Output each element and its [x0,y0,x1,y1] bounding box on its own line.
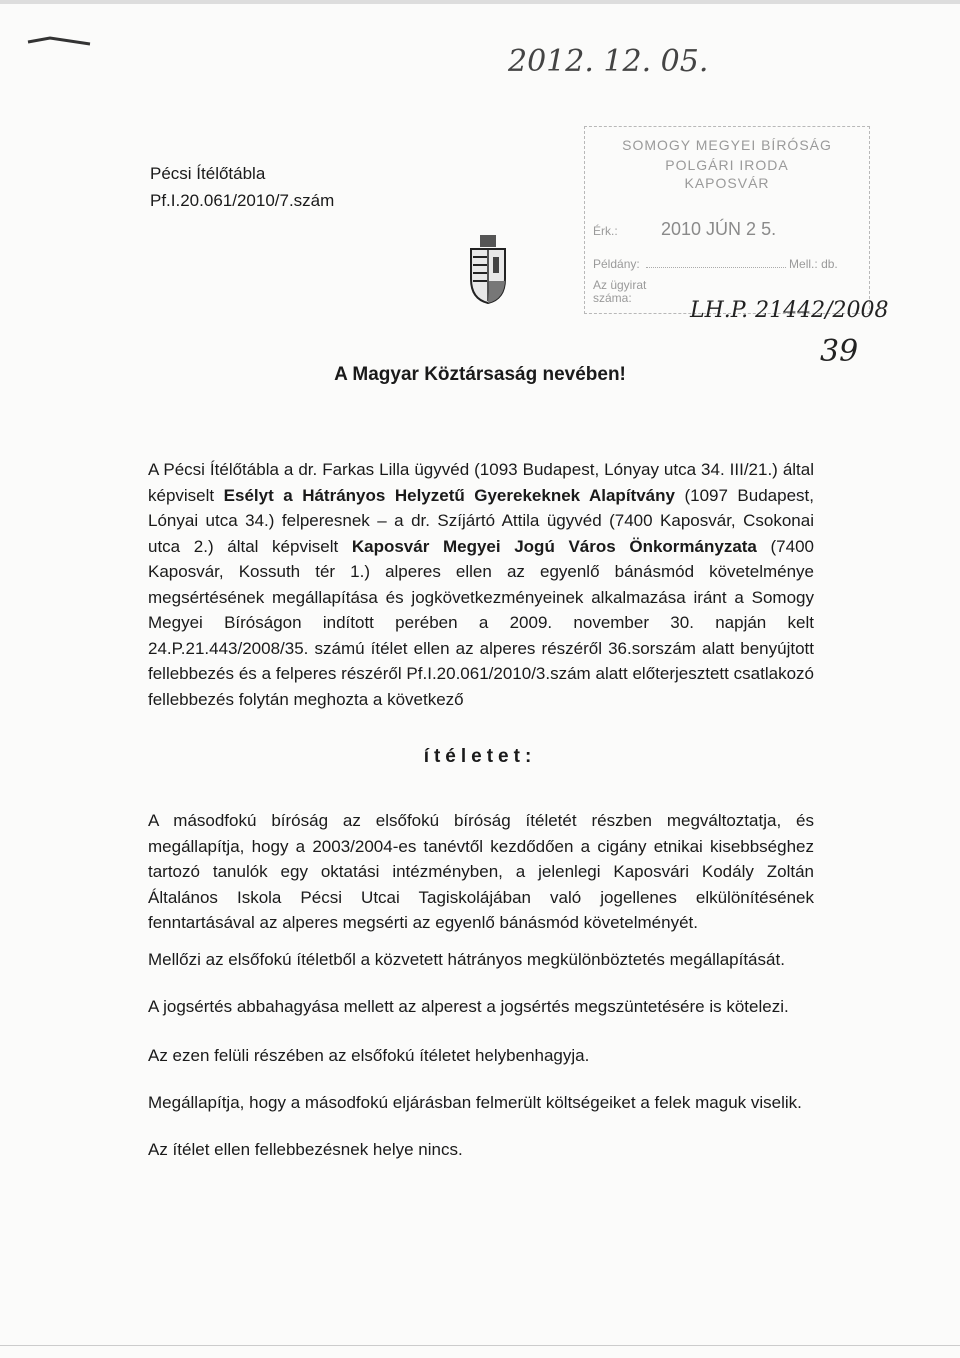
handwritten-page-number: 39 [820,334,859,369]
ruling-paragraph-6: Az ítélet ellen fellebbezésnek helye nincs. [148,1140,463,1159]
ruling-paragraph-2: Mellőzi az elsőfokú ítéletből a közvetett hátrányos megkülönböztetés megállapítását. [148,950,785,969]
stamp-case-label: Az ügyirat száma: [593,278,647,305]
case-number: Pf.I.20.061/2010/7.szám [150,191,335,210]
received-stamp [584,126,870,314]
stamp-copies-label: Példány: [593,257,640,271]
verdict-heading: ítéletet: [423,746,537,767]
document-title: A Magyar Köztársaság nevében! [334,364,626,385]
scan-edge-bottom [0,1345,960,1346]
defendant-name: Kaposvár Megyei Jogú Város Önkormányzata [351,536,757,556]
scan-mark [20,20,100,60]
introductory-paragraph [148,457,814,712]
ruling-paragraph-4: Az ezen felüli részében az elsőfokú ítéletet helybenhagyja. [148,1046,590,1065]
stamp-line-2: POLGÁRI IRODA [665,157,789,173]
stamp-received-date: 2010 JÚN 2 5. [661,219,777,239]
ruling-paragraph-1: A másodfokú bíróság az elsőfokú bíróság ítéletét részben megváltoztatja, és megállapítja, hogy a 2003/2004-es tanévtől kezdődően a cigány etnikai kisebbséghez tartozó tanulók egy oktatási intézményben, a jelenlegi Kaposvári Kodály Zoltán Általános Iskola Pécsi Utcai Tagiskolájában való jogellenes elkülönítésének fenntartásával az alperes megsérti az egyenlő bánásmód követelményét. [148,811,814,932]
stamp-received-row [593,219,776,240]
stamp-line-1: SOMOGY MEGYEI BÍRÓSÁG [622,137,832,153]
stamp-received-label: Érk.: [593,224,618,238]
ruling-paragraph-3: A jogsértés abbahagyása mellett az alperest a jogsértés megszüntetésére is kötelezi. [148,997,789,1016]
plaintiff-name: Esélyt a Hátrányos Helyzetű Gyerekeknek Alapítvány [223,485,675,505]
court-name: Pécsi Ítélőtábla [150,164,266,183]
stamp-copies-row [593,257,838,271]
court-header [150,160,334,214]
stamp-attach-unit: db. [821,257,838,271]
stamp-line-3: KAPOSVÁR [684,175,770,191]
intro-text-1: A Pécsi Ítélőtábla a dr. Farkas Lilla ügyvéd (1093 Budapest, Lónyay utca 34. III/21.) által képviselt [148,460,814,505]
handwritten-date: 2012. 12. 05. [508,44,709,79]
handwritten-case-ref: LH.P. 21442/2008 [690,298,889,323]
ruling-paragraph-5: Megállapítja, hogy a másodfokú eljárásban felmerült költségeiket a felek maguk viselik. [148,1093,802,1112]
intro-text-3: (7400 Kaposvár, Kossuth tér 1.) alperes ellen az egyenlő bánásmód követelménye megsértésének megállapítása és jogkövetkezményeinek alkalmazása iránt a Somogy Megyei Bíróságon indított perében a 2009. november 30. napján kelt 24.P.21.443/2008/35. számú ítélet ellen az alperes részéről 36.sorszám alatt benyújtott fellebbezés és a felperes részéről Pf.I.20.061/2010/3.szám alatt előterjesztett csatlakozó fellebbezés folytán meghozta a következő [148,536,815,709]
scan-edge-top [0,0,960,4]
intro-text-2: (1097 Budapest, Lónyai utca 34.) felperesnek – a dr. Szíjártó Attila ügyvéd (7400 Kaposvár, Csokonai utca 2.) által képviselt [148,485,814,556]
coat-of-arms-icon [465,233,511,305]
stamp-attach-label: Mell.: [789,257,818,271]
